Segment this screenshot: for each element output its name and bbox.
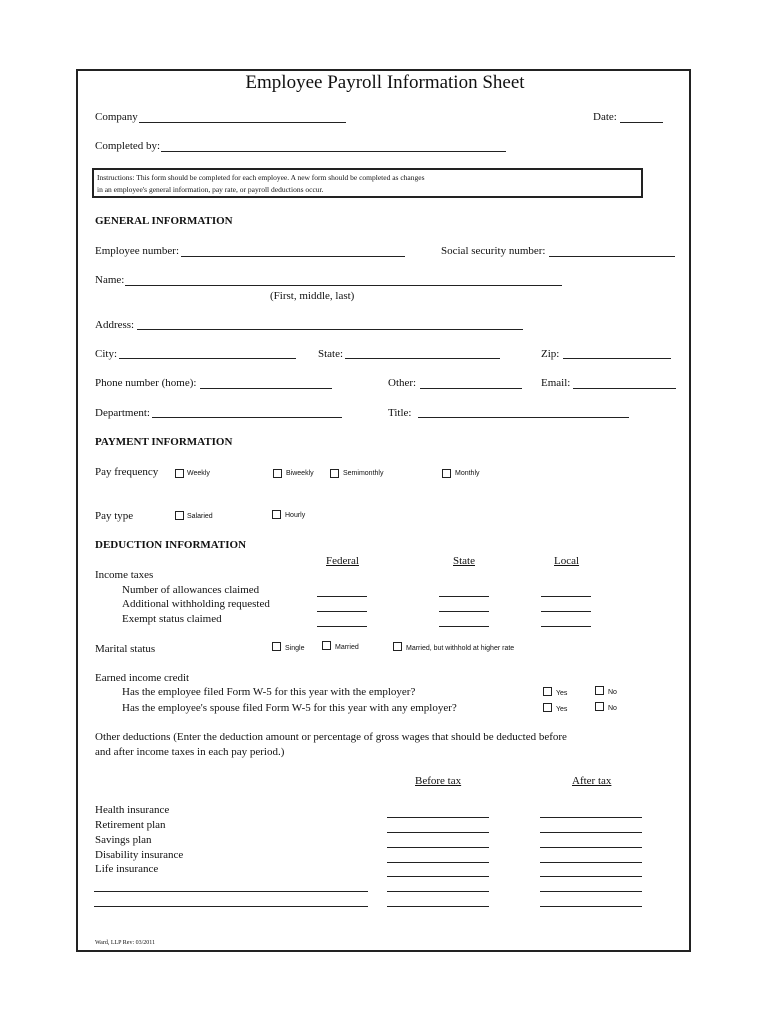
company-label: Company: [95, 111, 138, 123]
semimonthly-label: Semimonthly: [343, 470, 384, 477]
biweekly-checkbox[interactable]: [273, 469, 282, 478]
life-before-tax-field[interactable]: [387, 876, 489, 877]
eic-q2-no-checkbox[interactable]: [595, 702, 604, 711]
other-deductions-line-1: Other deductions (Enter the deduction amount or percentage of gross wages that should be deducted before: [95, 731, 567, 743]
eic-q2-no-label: No: [608, 705, 617, 712]
allowances-label: Number of allowances claimed: [122, 584, 260, 596]
extra-2-after-tax-field[interactable]: [540, 906, 642, 907]
employee-number-label: Employee number:: [95, 245, 180, 257]
savings-after-tax-field[interactable]: [540, 847, 642, 848]
eic-q1-yes-label: Yes: [556, 690, 568, 697]
salaried-label: Salaried: [187, 513, 213, 520]
retirement-before-tax-field[interactable]: [387, 832, 489, 833]
pay-type-label: Pay type: [95, 510, 134, 522]
state-label: State:: [318, 348, 344, 360]
completed-by-field[interactable]: [161, 151, 506, 152]
email-label: Email:: [541, 377, 571, 389]
instructions-line-1: Instructions: This form should be completed for each employee. A new form should be completed as changes: [97, 173, 425, 182]
monthly-label: Monthly: [455, 470, 480, 477]
federal-additional-field[interactable]: [317, 611, 367, 612]
eic-question-1: Has the employee filed Form W-5 for this year with the employer?: [122, 686, 416, 698]
married-label: Married: [335, 644, 359, 651]
retirement-after-tax-field[interactable]: [540, 832, 642, 833]
date-field[interactable]: [620, 122, 663, 123]
income-taxes-label: Income taxes: [95, 569, 154, 581]
title-field[interactable]: [418, 417, 629, 418]
zip-label: Zip:: [541, 348, 560, 360]
deduction-item-retirement: Retirement plan: [95, 819, 166, 831]
local-allowances-field[interactable]: [541, 596, 591, 597]
department-field[interactable]: [152, 417, 342, 418]
deduction-info-heading: DEDUCTION INFORMATION: [95, 539, 247, 551]
name-label: Name:: [95, 274, 125, 286]
state-allowances-field[interactable]: [439, 596, 489, 597]
department-label: Department:: [95, 407, 150, 419]
savings-before-tax-field[interactable]: [387, 847, 489, 848]
payment-info-heading: PAYMENT INFORMATION: [95, 436, 233, 448]
footer-revision: Ward, LLP Rev: 03/2011: [95, 940, 156, 946]
federal-allowances-field[interactable]: [317, 596, 367, 597]
name-hint: (First, middle, last): [270, 290, 355, 302]
ssn-field[interactable]: [549, 256, 675, 257]
biweekly-label: Biweekly: [286, 470, 314, 477]
deduction-item-life: Life insurance: [95, 863, 159, 875]
address-field[interactable]: [137, 329, 523, 330]
state-field[interactable]: [345, 358, 500, 359]
city-field[interactable]: [119, 358, 296, 359]
single-label: Single: [285, 645, 305, 652]
hourly-checkbox[interactable]: [272, 510, 281, 519]
additional-withholding-label: Additional withholding requested: [122, 598, 270, 610]
health-before-tax-field[interactable]: [387, 817, 489, 818]
exempt-status-label: Exempt status claimed: [122, 613, 222, 625]
employee-number-field[interactable]: [181, 256, 405, 257]
completed-by-label: Completed by:: [95, 140, 161, 152]
extra-deduction-1-name-field[interactable]: [94, 891, 368, 892]
federal-exempt-field[interactable]: [317, 626, 367, 627]
instructions-line-2: in an employee's general information, pay rate, or payroll deductions occur.: [97, 185, 324, 194]
married-higher-rate-checkbox[interactable]: [393, 642, 402, 651]
married-checkbox[interactable]: [322, 641, 331, 650]
eic-q1-no-label: No: [608, 689, 617, 696]
date-label: Date:: [593, 111, 617, 123]
phone-field[interactable]: [200, 388, 332, 389]
single-checkbox[interactable]: [272, 642, 281, 651]
eic-q2-yes-checkbox[interactable]: [543, 703, 552, 712]
semimonthly-checkbox[interactable]: [330, 469, 339, 478]
instructions-box: [92, 168, 643, 198]
email-field[interactable]: [573, 388, 676, 389]
deduction-item-health: Health insurance: [95, 804, 170, 816]
eic-question-2: Has the employee's spouse filed Form W-5 for this year with any employer?: [122, 702, 457, 714]
deduction-item-disability: Disability insurance: [95, 849, 184, 861]
before-tax-header: Before tax: [415, 775, 462, 787]
general-info-heading: GENERAL INFORMATION: [95, 215, 233, 227]
local-additional-field[interactable]: [541, 611, 591, 612]
name-field[interactable]: [125, 285, 562, 286]
monthly-checkbox[interactable]: [442, 469, 451, 478]
disability-before-tax-field[interactable]: [387, 862, 489, 863]
extra-deduction-2-name-field[interactable]: [94, 906, 368, 907]
address-label: Address:: [95, 319, 135, 331]
eic-label: Earned income credit: [95, 672, 190, 684]
hourly-label: Hourly: [285, 512, 306, 519]
life-after-tax-field[interactable]: [540, 876, 642, 877]
extra-1-after-tax-field[interactable]: [540, 891, 642, 892]
company-field[interactable]: [139, 122, 346, 123]
weekly-checkbox[interactable]: [175, 469, 184, 478]
after-tax-header: After tax: [572, 775, 612, 787]
city-label: City:: [95, 348, 118, 360]
marital-status-label: Marital status: [95, 643, 156, 655]
state-column-header: State: [453, 555, 475, 567]
form-title: Employee Payroll Information Sheet: [245, 72, 525, 93]
eic-q2-yes-label: Yes: [556, 706, 568, 713]
eic-q1-no-checkbox[interactable]: [595, 686, 604, 695]
other-deductions-line-2: and after income taxes in each pay period.): [95, 746, 285, 758]
ssn-label: Social security number:: [441, 245, 546, 257]
local-column-header: Local: [554, 555, 580, 567]
extra-2-before-tax-field[interactable]: [387, 906, 489, 907]
state-additional-field[interactable]: [439, 611, 489, 612]
title-label: Title:: [388, 407, 412, 419]
salaried-checkbox[interactable]: [175, 511, 184, 520]
deduction-item-savings: Savings plan: [95, 834, 152, 846]
other-label: Other:: [388, 377, 417, 389]
health-after-tax-field[interactable]: [540, 817, 642, 818]
extra-1-before-tax-field[interactable]: [387, 891, 489, 892]
disability-after-tax-field[interactable]: [540, 862, 642, 863]
eic-q1-yes-checkbox[interactable]: [543, 687, 552, 696]
zip-field[interactable]: [563, 358, 671, 359]
form-border: [76, 69, 691, 952]
state-exempt-field[interactable]: [439, 626, 489, 627]
married-higher-rate-label: Married, but withhold at higher rate: [406, 645, 515, 652]
local-exempt-field[interactable]: [541, 626, 591, 627]
weekly-label: Weekly: [187, 470, 210, 477]
other-field[interactable]: [420, 388, 522, 389]
pay-frequency-label: Pay frequency: [95, 466, 159, 478]
federal-column-header: Federal: [326, 555, 359, 567]
phone-label: Phone number (home):: [95, 377, 197, 389]
